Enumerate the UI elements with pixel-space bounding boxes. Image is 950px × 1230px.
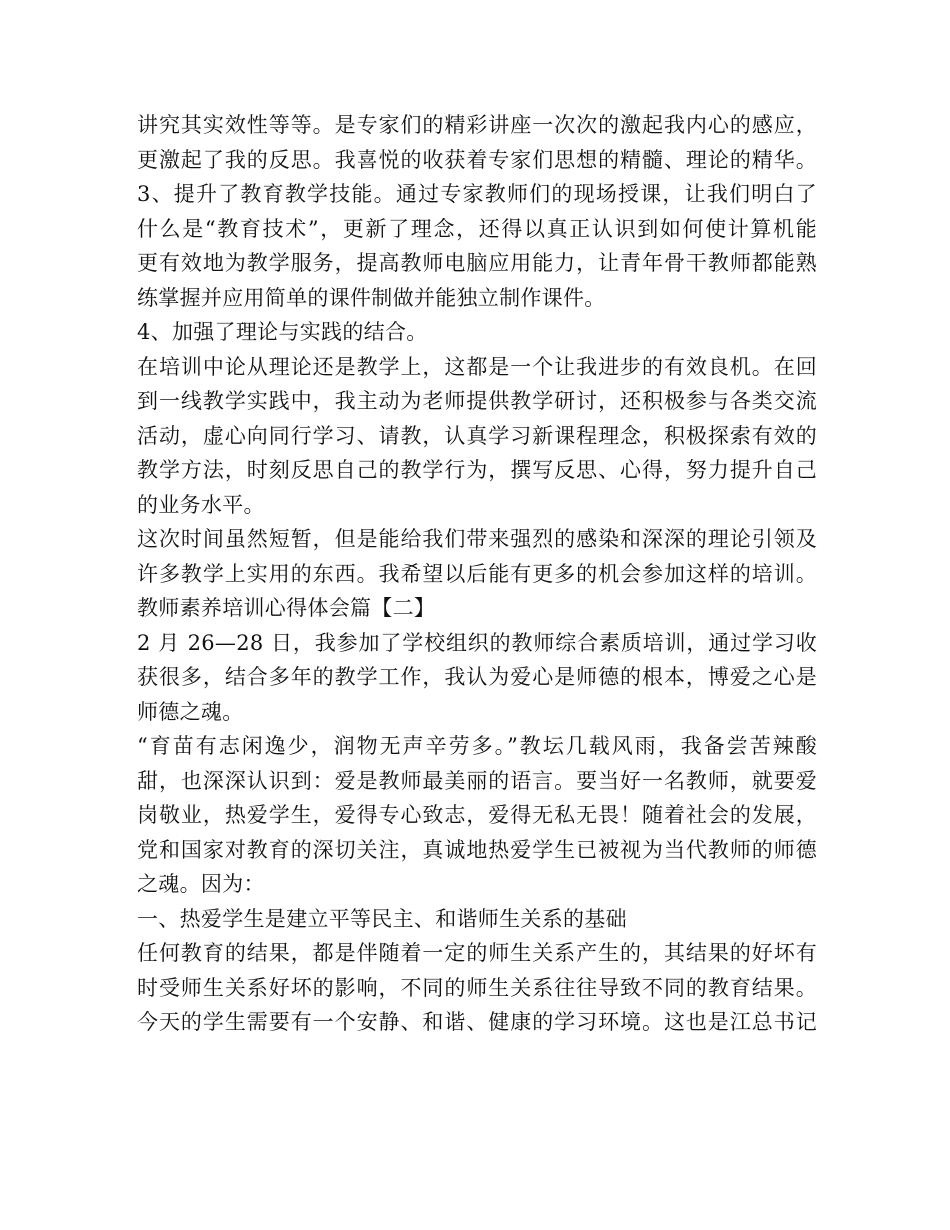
text-line: 任何教育的结果，都是伴随着一定的师生关系产生的，其结果的好坏有 — [137, 941, 817, 965]
text-line: 岗敬业，热爱学生，爱得专心致志，爱得无私无畏！随着社会的发展， — [137, 803, 817, 827]
text-line: 更激起了我的反思。我喜悦的收获着专家们思想的精髓、理论的精华。 — [137, 147, 817, 172]
text-line: 今天的学生需要有一个安静、和谐、健康的学习环境。这也是江总书记 — [137, 1010, 817, 1034]
text-line: 师德之魂。 — [137, 699, 244, 724]
text-line: 这次时间虽然短暂，但是能给我们带来强烈的感染和深深的理论引领及 — [137, 527, 817, 551]
text-line: 讲究其实效性等等。是专家们的精彩讲座一次次的激起我内心的感应， — [137, 113, 817, 137]
text-line: 什么是“教育技术”，更新了理念，还得以真正认识到如何使计算机能 — [137, 216, 817, 241]
text-line: 教学方法，时刻反思自己的教学行为，撰写反思、心得，努力提升自己 — [137, 458, 817, 482]
text-line: “育苗有志闲逸少，润物无声辛劳多。”教坛几载风雨，我备尝苦辣酸 — [137, 734, 817, 758]
text-line: 更有效地为教学服务，提高教师电脑应用能力，让青年骨干教师都能熟 — [137, 251, 817, 275]
text-line: 党和国家对教育的深切关注，真诚地热爱学生已被视为当代教师的师德 — [137, 837, 817, 862]
text-line: 活动，虚心向同行学习、请教，认真学习新课程理念，积极探索有效的 — [137, 423, 817, 448]
text-line: 3、提升了教育教学技能。通过专家教师们的现场授课，让我们明白了 — [137, 182, 817, 206]
section-heading: 4、加强了理论与实践的结合。 — [137, 320, 428, 344]
text-line: 2 月 26—28 日，我参加了学校组织的教师综合素质培训，通过学习收 — [137, 630, 817, 655]
text-line: 练掌握并应用简单的课件制做并能独立制作课件。 — [137, 285, 606, 310]
text-line: 的业务水平。 — [137, 492, 265, 517]
text-line: 之魂。因为： — [137, 872, 265, 896]
document-body — [137, 108, 817, 1040]
text-line: 在培训中论从理论还是教学上，这都是一个让我进步的有效良机。在回 — [137, 354, 817, 379]
article-title: 教师素养培训心得体会篇【二】 — [137, 596, 436, 620]
text-line: 到一线教学实践中，我主动为老师提供教学研讨，还积极参与各类交流 — [137, 389, 817, 413]
text-line: 获很多，结合多年的教学工作，我认为爱心是师德的根本，博爱之心是 — [137, 665, 817, 689]
section-heading: 一、热爱学生是建立平等民主、和谐师生关系的基础 — [137, 906, 627, 931]
text-line: 时受师生关系好坏的影响，不同的师生关系往往导致不同的教育结果。 — [137, 975, 817, 1000]
text-line: 甜，也深深认识到：爱是教师最美丽的语言。要当好一名教师，就要爱 — [137, 768, 817, 793]
text-line: 许多教学上实用的东西。我希望以后能有更多的机会参加这样的培训。 — [137, 561, 817, 586]
